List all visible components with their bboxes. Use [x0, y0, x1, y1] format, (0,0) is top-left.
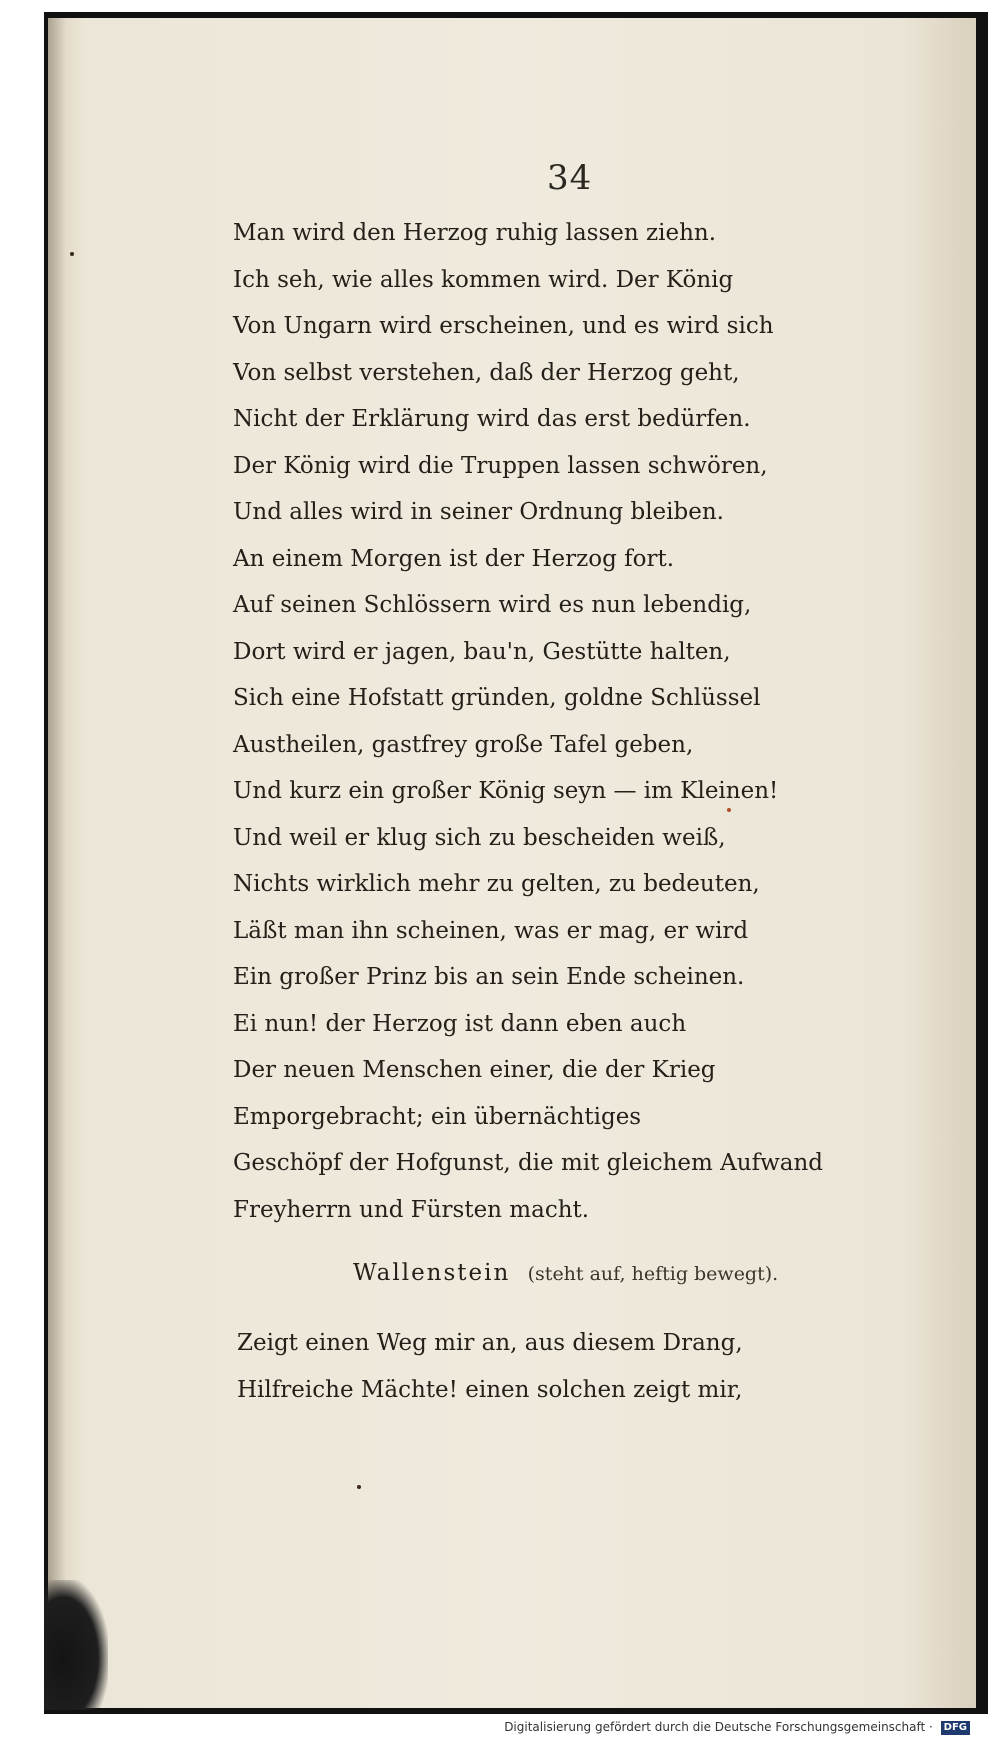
verse-line: Austheilen, gastfrey große Tafel geben,	[233, 731, 694, 758]
verse-block	[233, 210, 833, 1233]
verse-line: Und kurz ein großer König seyn — im Kleinen!	[233, 778, 779, 804]
credit-text: Digitalisierung gefördert durch die Deutsche Forschungsgemeinschaft ·	[504, 1720, 933, 1734]
verse-line: Zeigt einen Weg mir an, aus diesem Drang,	[237, 1330, 743, 1356]
verse-line: Sich eine Hofstatt gründen, goldne Schlüssel	[233, 685, 761, 711]
verse-block-2	[237, 1320, 837, 1414]
page-speck	[70, 252, 74, 256]
verse-line: Man wird den Herzog ruhig lassen ziehn.	[233, 220, 717, 246]
verse-line: Auf seinen Schlössern wird es nun lebendig,	[233, 592, 752, 618]
stage-direction: (steht auf, heftig bewegt).	[527, 1263, 779, 1285]
verse-line: Der König wird die Truppen lassen schwören,	[233, 452, 768, 479]
verse-line: Nichts wirklich mehr zu gelten, zu bedeuten,	[233, 871, 760, 897]
verse-line: Geschöpf der Hofgunst, die mit gleichem Aufwand	[233, 1150, 824, 1176]
speaker-name: Wallenstein	[353, 1260, 511, 1286]
page-stain	[44, 1580, 108, 1710]
page-number: 34	[547, 158, 593, 198]
verse-line: Der neuen Menschen einer, die der Krieg	[233, 1057, 716, 1083]
verse-line: Und alles wird in seiner Ordnung bleiben.	[233, 499, 724, 525]
speaker-heading	[353, 1260, 778, 1286]
dfg-logo: DFG	[941, 1721, 970, 1735]
page-speck	[357, 1485, 361, 1489]
verse-line: Dort wird er jagen, bau'n, Gestütte halten,	[233, 638, 731, 665]
verse-line: Von Ungarn wird erscheinen, und es wird sich	[233, 313, 774, 339]
verse-line: Freyherrn und Fürsten macht.	[233, 1196, 590, 1223]
verse-line: Emporgebracht; ein übernächtiges	[233, 1103, 642, 1130]
digitization-credit	[504, 1716, 970, 1738]
verse-line: Von selbst verstehen, daß der Herzog geht,	[233, 359, 740, 386]
verse-line: Nicht der Erklärung wird das erst bedürfen.	[233, 406, 751, 432]
verse-line: Ei nun! der Herzog ist dann eben auch	[233, 1010, 687, 1037]
verse-line: An einem Morgen ist der Herzog fort.	[233, 545, 675, 572]
spine-shadow	[48, 18, 66, 1708]
verse-line: Läßt man ihn scheinen, was er mag, er wird	[233, 917, 749, 944]
verse-line: Hilfreiche Mächte! einen solchen zeigt mir,	[237, 1377, 743, 1403]
verse-line: Ich seh, wie alles kommen wird. Der König	[233, 266, 734, 293]
verse-line: Und weil er klug sich zu bescheiden weiß,	[233, 824, 726, 851]
page-speck	[727, 808, 731, 812]
verse-line: Ein großer Prinz bis an sein Ende scheinen.	[233, 964, 745, 990]
